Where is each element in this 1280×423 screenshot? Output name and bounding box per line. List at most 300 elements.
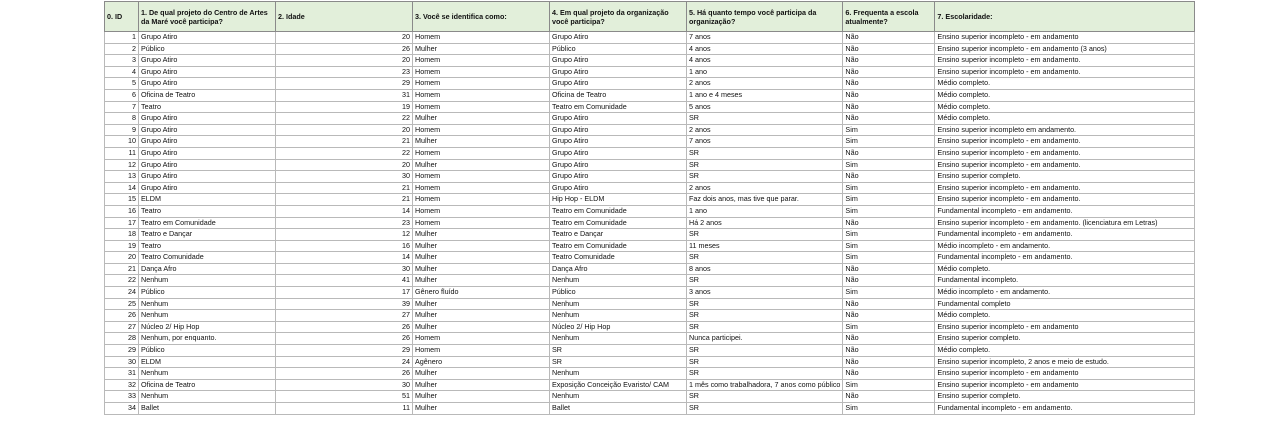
table-row (105, 391, 1195, 403)
table-row (105, 217, 1195, 229)
table-cell[interactable]: Teatro (139, 240, 276, 252)
table-cell[interactable]: Público (139, 345, 276, 357)
table-cell[interactable]: 13 (105, 171, 139, 183)
table-cell[interactable]: Sim (843, 136, 935, 148)
table-cell[interactable]: Ensino superior completo. (935, 333, 1195, 345)
header-cell-duration[interactable]: 5. Há quanto tempo você participa da organização? (687, 2, 843, 32)
table-cell[interactable]: Ensino superior incompleto, 2 anos e meio de estudo. (935, 356, 1195, 368)
table-cell[interactable]: 26 (276, 333, 413, 345)
table-cell[interactable]: 3 (105, 55, 139, 67)
table-cell[interactable]: Mulher (413, 240, 550, 252)
table-cell[interactable]: Médio completo. (935, 113, 1195, 125)
table-cell[interactable]: Nenhum (550, 333, 687, 345)
table-cell[interactable]: Não (843, 298, 935, 310)
table-row (105, 101, 1195, 113)
table-cell[interactable]: 30 (276, 171, 413, 183)
table-cell[interactable]: 2 anos (687, 182, 843, 194)
table-cell[interactable]: Teatro em Comunidade (550, 101, 687, 113)
table-cell[interactable]: SR (550, 345, 687, 357)
table-cell[interactable]: Nenhum (550, 391, 687, 403)
table-cell[interactable]: 2 (105, 43, 139, 55)
table-row (105, 345, 1195, 357)
table-cell[interactable]: Público (139, 287, 276, 299)
table-cell[interactable]: 4 anos (687, 43, 843, 55)
table-cell[interactable]: Grupo Atiro (550, 32, 687, 44)
table-cell[interactable]: Homem (413, 345, 550, 357)
table-cell[interactable]: Grupo Atiro (550, 159, 687, 171)
table-cell[interactable]: 26 (105, 310, 139, 322)
table-cell[interactable]: 31 (105, 368, 139, 380)
table-cell[interactable]: Sim (843, 229, 935, 241)
table-cell[interactable]: Não (843, 263, 935, 275)
table-cell[interactable]: Homem (413, 333, 550, 345)
table-cell[interactable]: 3 anos (687, 287, 843, 299)
table-cell[interactable]: Médio incompleto - em andamento. (935, 240, 1195, 252)
table-cell[interactable]: Homem (413, 66, 550, 78)
table-cell[interactable]: Grupo Atiro (550, 136, 687, 148)
table-cell[interactable]: Não (843, 345, 935, 357)
table-cell[interactable]: 5 anos (687, 101, 843, 113)
table-row (105, 368, 1195, 380)
table-cell[interactable]: 29 (276, 78, 413, 90)
table-cell[interactable]: Ensino superior incompleto - em andamento (935, 32, 1195, 44)
table-cell[interactable]: Ensino superior incompleto - em andamento. (935, 194, 1195, 206)
table-cell[interactable]: Ballet (139, 403, 276, 415)
table-cell[interactable]: Nenhum (139, 275, 276, 287)
table-cell[interactable]: 24 (105, 287, 139, 299)
table-cell[interactable]: Mulher (413, 263, 550, 275)
table-cell[interactable]: Sim (843, 205, 935, 217)
table-body (105, 32, 1195, 415)
table-cell[interactable]: 23 (276, 66, 413, 78)
table-cell[interactable]: Nenhum (550, 310, 687, 322)
table-cell[interactable]: Mulher (413, 391, 550, 403)
table-cell[interactable]: 17 (276, 287, 413, 299)
header-cell-school[interactable]: 6. Frequenta a escola atualmente? (843, 2, 935, 32)
table-cell[interactable]: Fundamental incompleto. (935, 275, 1195, 287)
table-cell[interactable]: Ensino superior incompleto - em andamento. (935, 182, 1195, 194)
table-cell[interactable]: 51 (276, 391, 413, 403)
table-cell[interactable]: Mulher (413, 159, 550, 171)
table-cell[interactable]: SR (687, 252, 843, 264)
table-cell[interactable]: Mulher (413, 310, 550, 322)
table-cell[interactable]: Mulher (413, 113, 550, 125)
table-cell[interactable]: Fundamental completo (935, 298, 1195, 310)
table-cell[interactable]: 26 (276, 321, 413, 333)
table-row (105, 89, 1195, 101)
table-row (105, 113, 1195, 125)
table-cell[interactable]: Grupo Atiro (139, 32, 276, 44)
table-cell[interactable]: Homem (413, 89, 550, 101)
header-cell-gender[interactable]: 3. Você se identifica como: (413, 2, 550, 32)
table-cell[interactable]: Sim (843, 379, 935, 391)
table-row (105, 403, 1195, 415)
table-cell[interactable]: Médio completo. (935, 310, 1195, 322)
table-cell[interactable]: Oficina de Teatro (550, 89, 687, 101)
table-cell[interactable]: 19 (276, 101, 413, 113)
table-cell[interactable]: 1 ano (687, 205, 843, 217)
table-cell[interactable]: 7 (105, 101, 139, 113)
table-cell[interactable]: 26 (276, 43, 413, 55)
table-cell[interactable]: Grupo Atiro (139, 55, 276, 67)
table-cell[interactable]: ELDM (139, 194, 276, 206)
table-cell[interactable]: Há 2 anos (687, 217, 843, 229)
table-cell[interactable]: Grupo Atiro (550, 66, 687, 78)
table-cell[interactable]: 11 (105, 147, 139, 159)
table-cell[interactable]: 29 (276, 345, 413, 357)
table-cell[interactable]: Grupo Atiro (550, 171, 687, 183)
table-cell[interactable]: Mulher (413, 298, 550, 310)
table-cell[interactable]: Nenhum (139, 368, 276, 380)
table-cell[interactable]: 1 mês como trabalhadora, 7 anos como público (687, 379, 843, 391)
table-cell[interactable]: Grupo Atiro (550, 147, 687, 159)
table-cell[interactable]: Sim (843, 194, 935, 206)
table-cell[interactable]: Ensino superior completo. (935, 391, 1195, 403)
table-cell[interactable]: Fundamental incompleto - em andamento. (935, 403, 1195, 415)
table-cell[interactable]: 17 (105, 217, 139, 229)
table-cell[interactable]: Grupo Atiro (139, 171, 276, 183)
spreadsheet-table (104, 1, 1195, 415)
table-cell[interactable]: 1 ano (687, 66, 843, 78)
table-cell[interactable]: Não (843, 66, 935, 78)
table-cell[interactable]: 20 (276, 32, 413, 44)
table-cell[interactable]: 41 (276, 275, 413, 287)
table-cell[interactable]: Médio completo. (935, 78, 1195, 90)
table-cell[interactable]: Núcleo 2/ Hip Hop (550, 321, 687, 333)
table-cell[interactable]: 21 (276, 136, 413, 148)
table-cell[interactable]: Ensino superior incompleto - em andamento (935, 368, 1195, 380)
table-cell[interactable]: Não (843, 55, 935, 67)
table-cell[interactable]: 19 (105, 240, 139, 252)
table-cell[interactable]: Público (550, 43, 687, 55)
table-cell[interactable]: Dança Afro (550, 263, 687, 275)
table-cell[interactable]: 14 (276, 252, 413, 264)
table-cell[interactable]: SR (687, 113, 843, 125)
table-cell[interactable]: Grupo Atiro (139, 147, 276, 159)
table-cell[interactable]: Oficina de Teatro (139, 379, 276, 391)
table-cell[interactable]: Homem (413, 171, 550, 183)
table-row (105, 229, 1195, 241)
table-cell[interactable]: 24 (276, 356, 413, 368)
table-cell[interactable]: 20 (276, 124, 413, 136)
table-cell[interactable]: 22 (276, 147, 413, 159)
table-row (105, 205, 1195, 217)
table-cell[interactable]: Médio completo. (935, 89, 1195, 101)
table-cell[interactable]: 2 anos (687, 78, 843, 90)
table-cell[interactable]: Homem (413, 194, 550, 206)
table-cell[interactable]: Sim (843, 182, 935, 194)
table-cell[interactable]: Não (843, 310, 935, 322)
table-cell[interactable]: Nenhum (550, 368, 687, 380)
table-cell[interactable]: Não (843, 171, 935, 183)
table-row (105, 171, 1195, 183)
table-cell[interactable]: Ensino superior completo. (935, 171, 1195, 183)
table-cell[interactable]: Agênero (413, 356, 550, 368)
table-cell[interactable]: Não (843, 32, 935, 44)
table-cell[interactable]: 11 meses (687, 240, 843, 252)
table-row (105, 379, 1195, 391)
table-cell[interactable]: 16 (276, 240, 413, 252)
table-cell[interactable]: Médio completo. (935, 101, 1195, 113)
table-cell[interactable]: SR (687, 159, 843, 171)
table-cell[interactable]: Grupo Atiro (139, 136, 276, 148)
table-cell[interactable]: 39 (276, 298, 413, 310)
table-row (105, 263, 1195, 275)
table-cell[interactable]: Grupo Atiro (550, 124, 687, 136)
table-cell[interactable]: 1 (105, 32, 139, 44)
table-cell[interactable]: Núcleo 2/ Hip Hop (139, 321, 276, 333)
table-cell[interactable]: Grupo Atiro (550, 182, 687, 194)
table-cell[interactable]: Ensino superior incompleto - em andamento (935, 379, 1195, 391)
table-cell[interactable]: Nenhum (139, 298, 276, 310)
table-cell[interactable]: Homem (413, 78, 550, 90)
table-cell[interactable]: 29 (105, 345, 139, 357)
table-cell[interactable]: SR (550, 356, 687, 368)
table-cell[interactable]: Homem (413, 147, 550, 159)
header-cell-id[interactable]: 0. ID (105, 2, 139, 32)
table-cell[interactable]: 4 anos (687, 55, 843, 67)
table-cell[interactable]: 30 (276, 263, 413, 275)
table-cell[interactable]: 7 anos (687, 136, 843, 148)
table-cell[interactable]: Não (843, 89, 935, 101)
table-cell[interactable]: Não (843, 275, 935, 287)
table-cell[interactable]: 34 (105, 403, 139, 415)
table-cell[interactable]: 11 (276, 403, 413, 415)
table-cell[interactable]: Grupo Atiro (139, 78, 276, 90)
table-cell[interactable]: Ensino superior incompleto - em andamento. (935, 147, 1195, 159)
header-cell-education[interactable]: 7. Escolaridade: (935, 2, 1195, 32)
table-cell[interactable]: 14 (276, 205, 413, 217)
table-cell[interactable]: Público (139, 43, 276, 55)
table-cell[interactable]: 2 anos (687, 124, 843, 136)
table-cell[interactable]: Homem (413, 217, 550, 229)
table-cell[interactable]: Grupo Atiro (139, 124, 276, 136)
table-cell[interactable]: Mulher (413, 379, 550, 391)
table-cell[interactable]: Nenhum, por enquanto. (139, 333, 276, 345)
table-cell[interactable]: Grupo Atiro (139, 113, 276, 125)
table-cell[interactable]: 9 (105, 124, 139, 136)
table-cell[interactable]: Mulher (413, 403, 550, 415)
table-cell[interactable]: Não (843, 333, 935, 345)
table-cell[interactable]: Mulher (413, 43, 550, 55)
table-cell[interactable]: 30 (105, 356, 139, 368)
table-cell[interactable]: Grupo Atiro (550, 55, 687, 67)
table-cell[interactable]: SR (687, 345, 843, 357)
table-cell[interactable]: Médio completo. (935, 263, 1195, 275)
table-cell[interactable]: Homem (413, 182, 550, 194)
table-cell[interactable]: 27 (105, 321, 139, 333)
table-cell[interactable]: Gênero fluído (413, 287, 550, 299)
table-cell[interactable]: 21 (276, 194, 413, 206)
table-cell[interactable]: Sim (843, 159, 935, 171)
table-cell[interactable]: Nunca participei. (687, 333, 843, 345)
table-cell[interactable]: 6 (105, 89, 139, 101)
table-row (105, 240, 1195, 252)
table-cell[interactable]: 15 (105, 194, 139, 206)
table-cell[interactable]: Não (843, 356, 935, 368)
table-cell[interactable]: Teatro e Dançar (139, 229, 276, 241)
table-cell[interactable]: SR (687, 298, 843, 310)
table-cell[interactable]: 25 (105, 298, 139, 310)
table-cell[interactable]: Sim (843, 252, 935, 264)
table-cell[interactable]: 28 (105, 333, 139, 345)
header-cell-age[interactable]: 2. Idade (276, 2, 413, 32)
table-cell[interactable]: Grupo Atiro (139, 182, 276, 194)
table-cell[interactable]: Mulher (413, 252, 550, 264)
table-cell[interactable]: 12 (105, 159, 139, 171)
table-cell[interactable]: 26 (276, 368, 413, 380)
table-cell[interactable]: Grupo Atiro (550, 113, 687, 125)
table-cell[interactable]: Nenhum (139, 310, 276, 322)
table-cell[interactable]: Teatro em Comunidade (550, 240, 687, 252)
table-cell[interactable]: 7 anos (687, 32, 843, 44)
table-cell[interactable]: SR (687, 356, 843, 368)
table-cell[interactable]: 1 ano e 4 meses (687, 89, 843, 101)
table-cell[interactable]: Não (843, 78, 935, 90)
table-cell[interactable]: Sim (843, 403, 935, 415)
table-cell[interactable]: Oficina de Teatro (139, 89, 276, 101)
table-cell[interactable]: SR (687, 310, 843, 322)
table-cell[interactable]: Mulher (413, 321, 550, 333)
table-cell[interactable]: SR (687, 391, 843, 403)
table-cell[interactable]: Mulher (413, 136, 550, 148)
table-cell[interactable]: Teatro Comunidade (550, 252, 687, 264)
table-cell[interactable]: Homem (413, 124, 550, 136)
table-cell[interactable]: ELDM (139, 356, 276, 368)
table-cell[interactable]: Fundamental incompleto - em andamento. (935, 229, 1195, 241)
table-cell[interactable]: Ensino superior incompleto - em andamento. (935, 66, 1195, 78)
table-cell[interactable]: Nenhum (550, 275, 687, 287)
table-row (105, 66, 1195, 78)
table-row (105, 275, 1195, 287)
table-cell[interactable]: Não (843, 113, 935, 125)
table-row (105, 136, 1195, 148)
table-cell[interactable]: SR (687, 321, 843, 333)
table-row (105, 298, 1195, 310)
table-cell[interactable]: Teatro (139, 101, 276, 113)
table-cell[interactable]: Público (550, 287, 687, 299)
table-cell[interactable]: Mulher (413, 368, 550, 380)
table-cell[interactable]: 8 (105, 113, 139, 125)
table-row (105, 321, 1195, 333)
table-cell[interactable]: 20 (276, 55, 413, 67)
table-cell[interactable]: Exposição Conceição Evaristo/ CAM (550, 379, 687, 391)
table-cell[interactable]: 33 (105, 391, 139, 403)
table-cell[interactable]: Ensino superior incompleto em andamento. (935, 124, 1195, 136)
table-cell[interactable]: Faz dois anos, mas tive que parar. (687, 194, 843, 206)
table-cell[interactable]: Sim (843, 240, 935, 252)
table-cell[interactable]: Ensino superior incompleto - em andamento (935, 321, 1195, 333)
table-cell[interactable]: Homem (413, 55, 550, 67)
table-cell[interactable]: Homem (413, 32, 550, 44)
table-row (105, 159, 1195, 171)
table-cell[interactable]: Médio completo. (935, 345, 1195, 357)
table-cell[interactable]: Grupo Atiro (139, 66, 276, 78)
table-cell[interactable]: 31 (276, 89, 413, 101)
table-cell[interactable]: 16 (105, 205, 139, 217)
header-cell-project[interactable]: 1. De qual projeto do Centro de Artes da Maré você participa? (139, 2, 276, 32)
table-cell[interactable]: Fundamental incompleto - em andamento. (935, 252, 1195, 264)
table-cell[interactable]: 8 anos (687, 263, 843, 275)
table-cell[interactable]: Médio incompleto - em andamento. (935, 287, 1195, 299)
table-cell[interactable]: Ballet (550, 403, 687, 415)
table-cell[interactable]: 30 (276, 379, 413, 391)
table-cell[interactable]: Sim (843, 321, 935, 333)
table-row (105, 147, 1195, 159)
table-cell[interactable]: 21 (276, 182, 413, 194)
table-cell[interactable]: 14 (105, 182, 139, 194)
table-cell[interactable]: Ensino superior incompleto - em andamento. (935, 55, 1195, 67)
table-cell[interactable]: Teatro (139, 205, 276, 217)
table-cell[interactable]: SR (687, 229, 843, 241)
table-cell[interactable]: Sim (843, 124, 935, 136)
table-cell[interactable]: 22 (105, 275, 139, 287)
table-cell[interactable]: Fundamental incompleto - em andamento. (935, 205, 1195, 217)
table-cell[interactable]: Não (843, 147, 935, 159)
table-cell[interactable]: Ensino superior incompleto - em andamento. (935, 159, 1195, 171)
table-cell[interactable]: 5 (105, 78, 139, 90)
table-cell[interactable]: Teatro Comunidade (139, 252, 276, 264)
table-cell[interactable]: 21 (105, 263, 139, 275)
table-cell[interactable]: 32 (105, 379, 139, 391)
table-cell[interactable]: Teatro em Comunidade (550, 217, 687, 229)
table-cell[interactable]: Teatro em Comunidade (139, 217, 276, 229)
table-cell[interactable]: 22 (276, 113, 413, 125)
table-cell[interactable]: 10 (105, 136, 139, 148)
table-cell[interactable]: Ensino superior incompleto - em andamento (3 anos) (935, 43, 1195, 55)
table-cell[interactable]: Não (843, 101, 935, 113)
table-cell[interactable]: Não (843, 217, 935, 229)
table-row (105, 43, 1195, 55)
table-row (105, 55, 1195, 67)
header-cell-org-project[interactable]: 4. Em qual projeto da organização você participa? (550, 2, 687, 32)
table-cell[interactable]: Grupo Atiro (139, 159, 276, 171)
table-row (105, 356, 1195, 368)
table-row (105, 124, 1195, 136)
table-cell[interactable]: Grupo Atiro (550, 78, 687, 90)
table-cell[interactable]: SR (687, 275, 843, 287)
table-cell[interactable]: Nenhum (139, 391, 276, 403)
table-cell[interactable]: 20 (276, 159, 413, 171)
table-cell[interactable]: Homem (413, 205, 550, 217)
table-cell[interactable]: SR (687, 368, 843, 380)
table-row (105, 333, 1195, 345)
table-cell[interactable]: Não (843, 391, 935, 403)
table-cell[interactable]: Dança Afro (139, 263, 276, 275)
table-cell[interactable]: 20 (105, 252, 139, 264)
table-cell[interactable]: Não (843, 368, 935, 380)
table-cell[interactable]: SR (687, 403, 843, 415)
table-cell[interactable]: Sim (843, 287, 935, 299)
table-cell[interactable]: Mulher (413, 275, 550, 287)
table-cell[interactable]: SR (687, 147, 843, 159)
table-cell[interactable]: Ensino superior incompleto - em andamento. (licenciatura em Letras) (935, 217, 1195, 229)
table-cell[interactable]: Não (843, 43, 935, 55)
table-cell[interactable]: Ensino superior incompleto - em andamento. (935, 136, 1195, 148)
table-cell[interactable]: SR (687, 171, 843, 183)
table-cell[interactable]: 18 (105, 229, 139, 241)
table-cell[interactable]: 4 (105, 66, 139, 78)
table-cell[interactable]: Hip Hop - ELDM (550, 194, 687, 206)
table-cell[interactable]: Homem (413, 101, 550, 113)
table-cell[interactable]: Teatro em Comunidade (550, 205, 687, 217)
table-cell[interactable]: 12 (276, 229, 413, 241)
table-cell[interactable]: 27 (276, 310, 413, 322)
table-cell[interactable]: 23 (276, 217, 413, 229)
table-cell[interactable]: Mulher (413, 229, 550, 241)
table-cell[interactable]: Nenhum (550, 298, 687, 310)
table-cell[interactable]: Teatro e Dançar (550, 229, 687, 241)
